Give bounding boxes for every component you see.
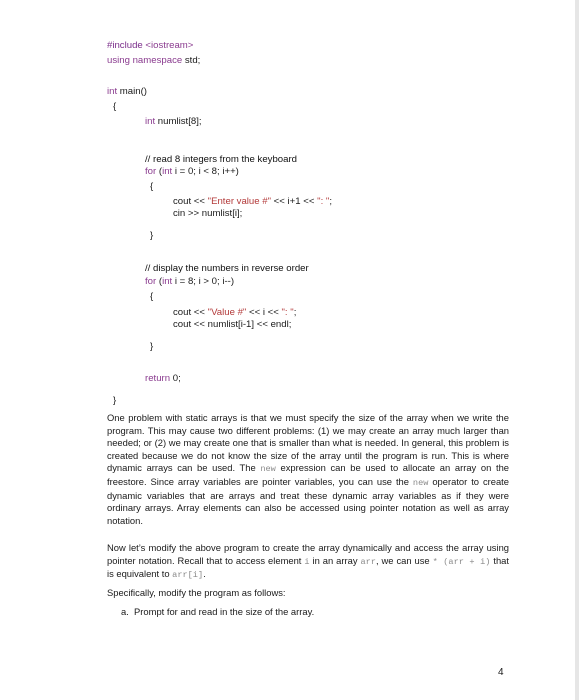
paragraph-text: operator to create dynamic variables that are arrays and treat these dynamic array variables as if they were ordinary arrays. Array elements can also be accessed using pointer notation as well as array notation. — [107, 475, 509, 526]
list-item-text: Prompt for and read in the size of the array. — [134, 606, 315, 617]
paragraph-text: . — [203, 568, 206, 580]
code-text: cout << — [173, 307, 208, 318]
page-edge-shadow — [575, 0, 579, 700]
paragraph-text: that is equivalent to — [107, 554, 510, 580]
code-header: <iostream> — [145, 40, 194, 51]
code-text: main() — [117, 86, 147, 97]
code-line-cin: cin >> numlist[i]; — [173, 208, 243, 219]
inline-code-pointer-expr: * (arr + i) — [432, 556, 491, 567]
code-keyword: return — [145, 373, 171, 384]
code-comment-display: // display the numbers in reverse order — [145, 263, 309, 274]
code-text: cout << — [173, 196, 208, 207]
code-line-open-main: { — [113, 101, 117, 112]
code-line-include — [107, 40, 193, 52]
code-line-cout-prompt — [173, 196, 332, 208]
code-text: i = 0; i < 8; i++) — [172, 166, 239, 177]
code-string: "Enter value #" — [207, 196, 272, 207]
code-line-close-for2: } — [150, 341, 154, 352]
inline-code-new: new — [412, 477, 429, 488]
list-marker: a. — [121, 606, 129, 617]
paragraph-text: in an array — [309, 554, 361, 566]
code-text: ; — [293, 307, 297, 318]
inline-code-new: new — [260, 464, 276, 475]
code-text: ; — [329, 196, 332, 207]
code-keyword: int — [145, 116, 156, 127]
code-keyword: int — [107, 86, 118, 97]
code-line-using — [107, 55, 200, 67]
list-item-a — [121, 606, 501, 619]
code-text: ( — [156, 166, 163, 177]
inline-code-i: i — [304, 556, 310, 567]
code-text: ( — [156, 276, 163, 287]
code-text: std; — [182, 55, 201, 66]
paragraph-specifically — [107, 587, 509, 600]
inline-code-arr-index: arr[i] — [172, 570, 204, 581]
code-line-main — [107, 86, 147, 98]
code-line-open-for2: { — [150, 291, 154, 302]
code-line-close-main: } — [113, 395, 117, 406]
code-string: ": " — [317, 196, 330, 207]
code-keyword: int — [162, 166, 173, 177]
paragraph-text: expression can be used to allocate an array on the freestore. Since array variables are pointer variables, you can use the — [107, 462, 509, 487]
code-keyword: int — [162, 276, 173, 287]
code-string: ": " — [281, 307, 294, 318]
paragraph-text: One problem with static arrays is that we must specify the size of the array when we write the program. This may cause two different problems: (1) we may create an array much larger than needed; or (2) we may create one that is smaller than what is needed. In general, this problem is created because we do not know the size of the array until the program is run. This is where dynamic arrays can be used. The — [107, 412, 509, 474]
code-line-return — [145, 373, 181, 385]
code-line-declaration — [145, 116, 202, 128]
code-line-cout-number: cout << numlist[i-1] << endl; — [173, 319, 292, 330]
code-line-open-for1: { — [150, 181, 154, 192]
code-text: numlist[8]; — [155, 116, 202, 127]
code-line-for-read — [145, 166, 239, 178]
code-text: << i << — [246, 307, 282, 318]
code-text: 0; — [170, 373, 181, 384]
code-keyword: using namespace — [107, 55, 183, 66]
code-line-for-display — [145, 276, 234, 288]
code-comment-read: // read 8 integers from the keyboard — [145, 154, 297, 165]
page-number: 4 — [498, 667, 504, 678]
code-text: i = 8; i > 0; i--) — [172, 276, 235, 287]
code-keyword: for — [145, 166, 157, 177]
paragraph-text: Now let’s modify the above program to create the array dynamically and access the array using pointer notation. Recall that to access element — [107, 542, 509, 566]
code-string: "Value #" — [207, 307, 247, 318]
paragraph-text: , we can use — [375, 554, 433, 566]
code-keyword: for — [145, 276, 157, 287]
inline-code-arr: arr — [360, 556, 376, 567]
paragraph-modify-program — [107, 542, 509, 582]
paragraph-text: Specifically, modify the program as follows: — [107, 587, 286, 598]
paragraph-static-arrays — [107, 412, 509, 527]
code-text: << i+1 << — [271, 196, 318, 207]
code-preprocessor: #include — [107, 40, 146, 51]
code-line-cout-value — [173, 307, 296, 319]
code-line-close-for1: } — [150, 230, 154, 241]
